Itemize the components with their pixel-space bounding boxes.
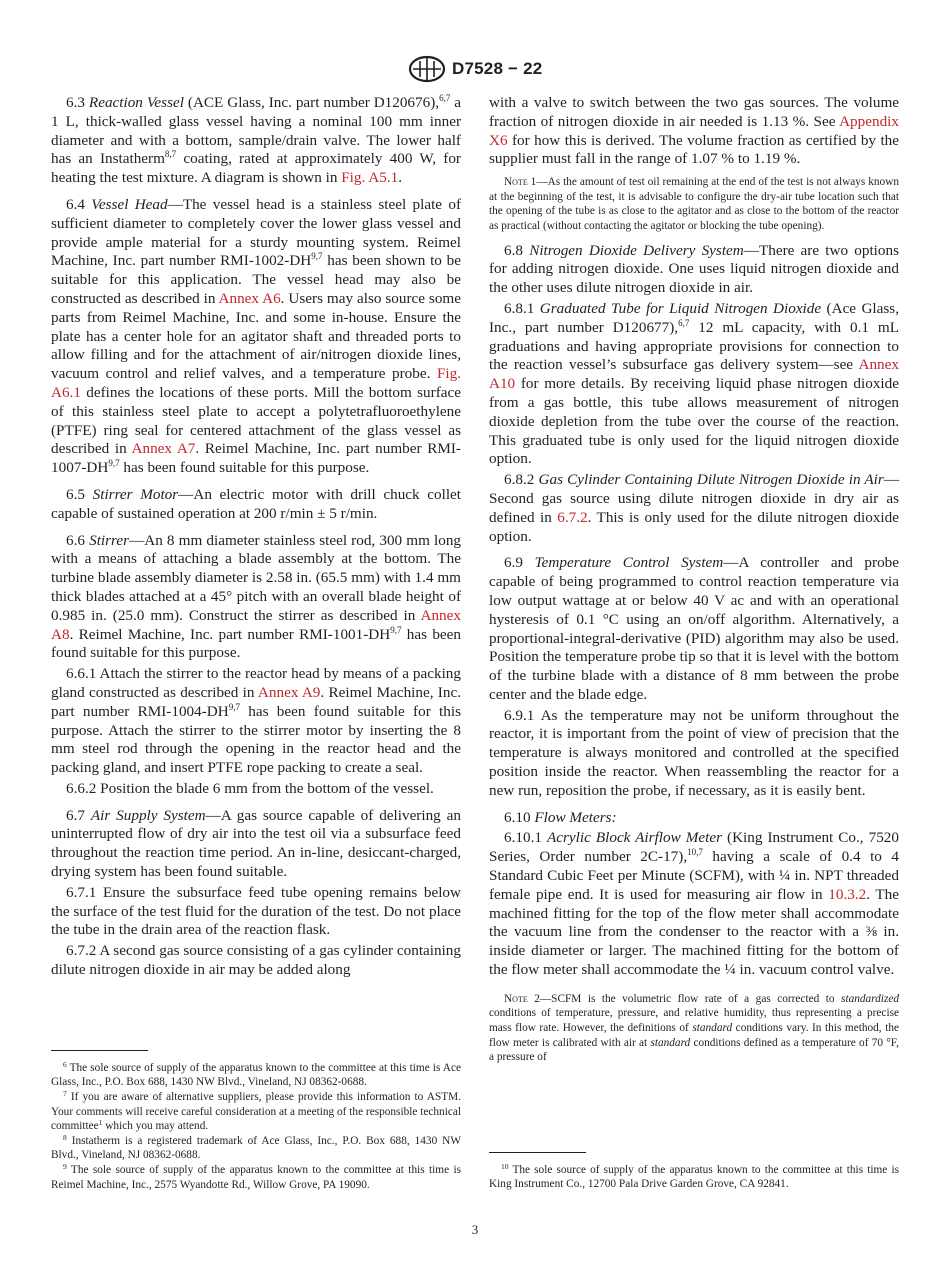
section-6-8-1: 6.8.1 Graduated Tube for Liquid Nitrogen Dioxide (Ace Glass, Inc., part number D120677),$^{6,7}$ 12 mL capacity, with 0.1 mL graduations and having appropriate provisions for connection to the reaction vessel’s subsurface gas delivery system—see Annex A10 for more details. By receiving liquid phase nitrogen dioxide from a gas bottle, this tube allows measurement of nitrogen dioxide depletion from the tube over the course of the reaction. This graduated tube is only used for the liquid nitrogen dioxide option.: [489, 299, 900, 468]
section-6-3: 6.3 Reaction Vessel (ACE Glass, Inc. part number D120676),$^{6,7}$ a 1 L, thick-walled glass vessel having a nominal 100 mm inner diameter and with a bottom, sample/drain valve. The lower half has an Instatherm$^{8,7}$ coating, rated at approximately 400 W, for heating the test mixture. A diagram is shown in Fig. A5.1.: [51, 93, 461, 187]
section-6-8-2: 6.8.2 Gas Cylinder Containing Dilute Nitrogen Dioxide in Air—Second gas source using dilute nitrogen dioxide in dry air as defined in 6.7.2. This is only used for the dilute nitrogen dioxide option.: [489, 471, 899, 545]
section-6-10: 6.10 Flow Meters:: [504, 808, 617, 826]
note-2: Note 2—SCFM is the volumetric flow rate of a gas corrected to standardized conditions of temperature, pressure, and relative humidity, thus representing a precise mass flow rate. However, the definitions of standard conditions vary. In this method, the flow meter is calibrated with air at standard conditions defined as a temperature of 70 °F, a pressure of: [489, 992, 899, 1064]
note-1: Note 1—As the amount of test oil remaining at the end of the test is not always known at the beginning of the test, it is advisable to configure the dry-air tube location such that the opening of the tube is as close to the agitator and as close to the bottom of the reactor as practical (without contacting the agitator or blocking the tube opening).: [489, 176, 900, 232]
section-6-4: 6.4 Vessel Head—The vessel head is a stainless steel plate of sufficient diameter to completely cover the lower glass vessel and provide ample material for a sturdy mounting system. Reimel Machine, Inc. part number RMI-1002-DH$^{9,7}$ has been shown to be suitable for this application. The vessel head may also be constructed as described in Annex A6. Users may also source some parts from Reimel Machine, Inc. and some in-house. Ensure the plate has a center hole for an agitator shaft and threaded ports to allow filling and for the attachment of air/nitrogen dioxide lines, vacuum control and relief valves, and a temperature probe. Fig. A6.1 defines the locations of these ports. Mill the bottom surface of this stainless steel plate to accept a polytetrafluoroethylene (PTFE) ring seal for centered attachment of the glass vessel as described in Annex A7. Reimel Machine, Inc. part number RMI-1007-DH$^{9,7}$ has been found suitable for this purpose.: [51, 195, 462, 477]
astm-logo-icon: [407, 55, 447, 83]
section-6-10-1: 6.10.1 Acrylic Block Airflow Meter (King Instrument Co., 7520 Series, Order number 2C-17),$^{10,7}$ having a scale of 0.4 to 4 Standard Cubic Feet per Minute (SCFM), with ¼ in. NPT threaded female pipe end. It is used for measuring air flow in 10.3.2. The machined fitting for the top of the flow meter shall accommodate the vacuum line from the condenser to the reactor with a ⅜ in. inside diameter or larger. The machined fitting for the bottom of the flow meter shall accommodate the ¼ in. vacuum control valve.: [489, 829, 900, 979]
footnotes-left: [51, 1061, 461, 1192]
page-header: [0, 55, 950, 85]
section-6-6: 6.6 Stirrer—An 8 mm diameter stainless steel rod, 300 mm long with a means of attaching a blade assembly at the bottom. The turbine blade assembly diameter is 2.58 in. (65.5 mm) with 1.4 mm thick blades attached at a 45° pitch with an overall blade height of 0.985 in. (25.0 mm). Construct the stirrer as described in Annex A8. Reimel Machine, Inc. part number RMI-1001-DH$^{9,7}$ has been found suitable for this purpose.: [51, 531, 462, 662]
link-10-3-2[interactable]: 10.3.2: [828, 885, 867, 903]
right-column: [489, 94, 899, 1065]
link-annex-a6[interactable]: Annex A6: [218, 289, 281, 307]
footnote-6: $^6$ The sole source of supply of the apparatus known to the committee at this time is Ace Glass, Inc., P.O. Box 688, 1430 NW Blvd., Vineland, NJ 08362-0688.: [51, 1060, 461, 1089]
footnote-divider-right: [489, 1152, 586, 1153]
link-fig-a5-1[interactable]: Fig. A5.1: [341, 169, 399, 187]
document-designation: D7528 − 22: [452, 59, 543, 78]
section-6-7-2: 6.7.2 A second gas source consisting of a gas cylinder containing dilute nitrogen dioxide in air may be added along: [51, 942, 461, 979]
footnote-divider-left: [51, 1050, 148, 1051]
left-column: [51, 94, 461, 980]
section-6-9-1: 6.9.1 As the temperature may not be uniform throughout the reactor, it is important from the point of view of precision that the temperature is always monitored and controlled at the specified position inside the reactor. When reassembling the reactor for a new run, reposition the probe, if necessary, as it is easily bent.: [489, 706, 899, 799]
section-6-7-2-continued: with a valve to switch between the two gas sources. The volume fraction of nitrogen dioxide in air needed is 1.13 %. See Appendix X6 for how this is derived. The volume fraction as certified by the supplier must fall in the range of 1.07 % to 1.19 %.: [489, 94, 899, 168]
link-annex-a10[interactable]: Annex A10: [489, 356, 899, 393]
footnote-8: $^8$ Instatherm is a registered trademark of Ace Glass, Inc., P.O. Box 688, 1430 NW Blvd., Vineland, NJ 08362-0688.: [51, 1133, 461, 1162]
footnote-7: $^7$ If you are aware of alternative suppliers, please provide this information to ASTM. Your comments will receive careful consideration at a meeting of the responsible technical committee$^1$ which you may attend.: [51, 1089, 461, 1132]
link-6-7-2[interactable]: 6.7.2: [557, 508, 588, 526]
section-6-7: 6.7 Air Supply System—A gas source capable of delivering an uninterrupted flow of dry air into the test oil via a subsurface feed throughout the reaction time period. An in-line, desiccant-charged, drying system has been found suitable.: [51, 806, 461, 881]
page-number: 3: [471, 1222, 479, 1237]
link-annex-a7[interactable]: Annex A7: [131, 440, 196, 458]
link-annex-a9[interactable]: Annex A9: [257, 683, 321, 701]
section-6-6-2: 6.6.2 Position the blade 6 mm from the bottom of the vessel.: [66, 779, 434, 797]
section-6-8: 6.8 Nitrogen Dioxide Delivery System—There are two options for adding nitrogen dioxide. One uses liquid nitrogen dioxide and the other uses dilute nitrogen dioxide in air.: [489, 241, 900, 297]
section-6-7-1: 6.7.1 Ensure the subsurface feed tube opening remains below the surface of the test fluid for the duration of the test. Do not place the tube in the drain area of the reaction flask.: [51, 883, 461, 939]
footnotes-right: [489, 1163, 899, 1191]
footnote-10: $^{10}$ The sole source of supply of the apparatus known to the committee at this time is King Instrument Co., 12700 Pala Drive Garden Grove, CA 92841.: [489, 1162, 899, 1191]
section-6-6-1: 6.6.1 Attach the stirrer to the reactor head by means of a packing gland constructed as described in Annex A9. Reimel Machine, Inc. part number RMI-1004-DH$^{9,7}$ has been found suitable for this purpose. Attach the stirrer to the stirrer motor by inserting the 8 mm steel rod through the opening in the reactor head and the packing gland, and insert PTFE rope packing to create a seal.: [51, 665, 461, 777]
link-appendix-x6[interactable]: Appendix X6: [489, 112, 899, 149]
section-6-5: 6.5 Stirrer Motor—An electric motor with drill chuck collet capable of sustained operation at 200 r/min ± 5 r/min.: [51, 485, 461, 522]
link-fig-a6-1[interactable]: Fig. A6.1: [51, 365, 461, 401]
section-6-9: 6.9 Temperature Control System—A controller and probe capable of being programmed to control reaction temperature via low output wattage at or below 40 V ac and with an operational hysteresis of 0.1 °C using an on/off algorithm. Alternatively, a proportional-integral-derivative (PID) algorithm may also be used. Position the temperature probe tip so that it is level with the bottom of the turbine blade with a distance of 8 mm between the probe center and the blade edge.: [489, 554, 899, 703]
footnote-9: $^9$ The sole source of supply of the apparatus known to the committee at this time is Reimel Machine, Inc., 2575 Wyandotte Rd., Willow Grove, PA 19090.: [51, 1162, 461, 1191]
link-annex-a8[interactable]: Annex A8: [51, 606, 461, 643]
